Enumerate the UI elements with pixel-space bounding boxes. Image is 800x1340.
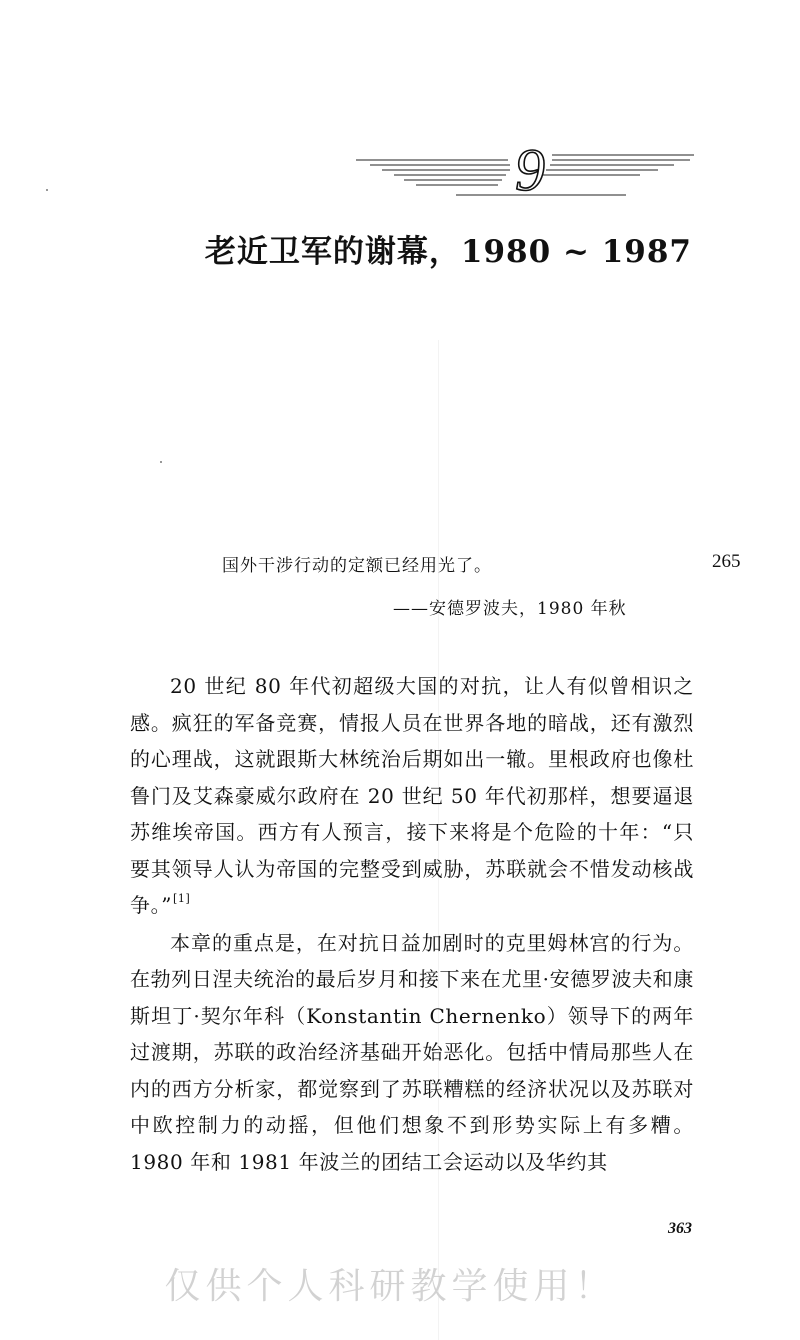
body-text [130,668,694,1180]
chapter-number-ornament [356,138,696,208]
paragraph-text: 20 世纪 80 年代初超级大国的对抗，让人有似曾相识之感。疯狂的军备竞赛，情报人员在世界各地的暗战，还有激烈的心理战，这就跟斯大林统治后期如出一辙。里根政府也像杜鲁门及艾森豪威尔政府在 20 世纪 50 年代初那样，想要逼退苏维埃帝国。西方有人预言，接下来将是个危险的十年：“只要其领导人认为帝国的完整受到威胁，苏联就会不惜发动核战争。” [130,674,694,917]
page-number: 363 [668,1220,692,1237]
epigraph-quote: 国外干涉行动的定额已经用光了。 [222,556,492,576]
epigraph-source: ——安德罗波夫，1980 年秋 [393,599,627,619]
scan-speck [46,189,48,191]
original-page-number: 265 [712,551,741,572]
watermark: 仅供个人科研教学使用！ [164,1266,616,1307]
scan-speck [160,461,162,463]
chapter-ornament-lines [356,138,696,208]
chapter-number: 9 [515,138,545,203]
paragraph [130,668,694,924]
paragraph [130,925,694,1181]
paragraph-text: 本章的重点是，在对抗日益加剧时的克里姆林宫的行为。在勃列日涅夫统治的最后岁月和接下来在尤里·安德罗波夫和康斯坦丁·契尔年科（Konstantin Chernenko）领导下的两年过渡期，苏联的政治经济基础开始恶化。包括中情局那些人在内的西方分析家，都觉察到了苏联糟糕的经济状况以及苏联对中欧控制力的动摇，但他们想象不到形势实际上有多糟。1980 年和 1981 年波兰的团结工会运动以及华约其 [130,930,694,1174]
footnote-ref[interactable]: [1] [173,892,191,905]
chapter-title: 老近卫军的谢幕，1980 ~ 1987 [204,234,692,270]
